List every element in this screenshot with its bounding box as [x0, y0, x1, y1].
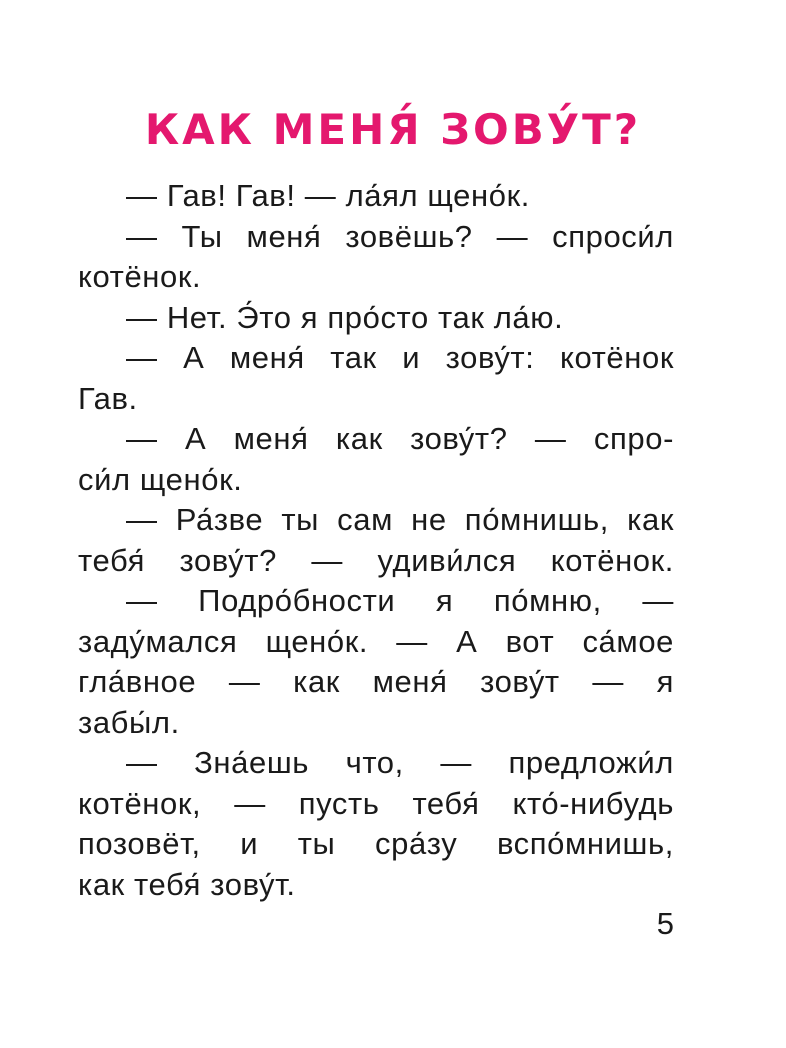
text-line: — Гав! Гав! — ла́ял щено́к. [126, 178, 530, 213]
text-line: заду́мался щено́к. — А вот са́мое [78, 623, 674, 659]
text-line: — А меня́ так и зову́т: котёнок [126, 340, 674, 375]
text-line: — Ра́зве ты сам не по́мнишь, как [126, 502, 674, 537]
text-line: котёнок. [78, 259, 202, 294]
text-line: как тебя́ зову́т. [78, 866, 296, 902]
text-line: — А меня́ как зову́т? — спро- [126, 421, 674, 456]
text-line: котёнок, — пусть тебя́ кто́-нибудь [78, 785, 674, 821]
text-line: — Подро́бности я по́мню, — [126, 583, 674, 618]
text-line: гла́вное — как меня́ зову́т — я [78, 664, 674, 699]
text-line: си́л щено́к. [78, 461, 243, 497]
text-line: — Ты меня́ зовёшь? — спроси́л [126, 218, 674, 254]
text-line: тебя́ зову́т? — удиви́лся котёнок. [78, 542, 674, 578]
page-number: 5 [656, 906, 674, 941]
story-text [78, 176, 674, 905]
text-line: — Зна́ешь что, — предложи́л [126, 745, 674, 780]
text-line: Гав. [78, 380, 138, 416]
story-title: КАК МЕНЯ́ ЗОВУ́Т? [144, 105, 642, 154]
text-line: забы́л. [78, 704, 180, 740]
text-line: позовёт, и ты сра́зу вспо́мнишь, [78, 826, 674, 861]
text-line: — Нет. Э́то я про́сто так ла́ю. [126, 299, 564, 335]
